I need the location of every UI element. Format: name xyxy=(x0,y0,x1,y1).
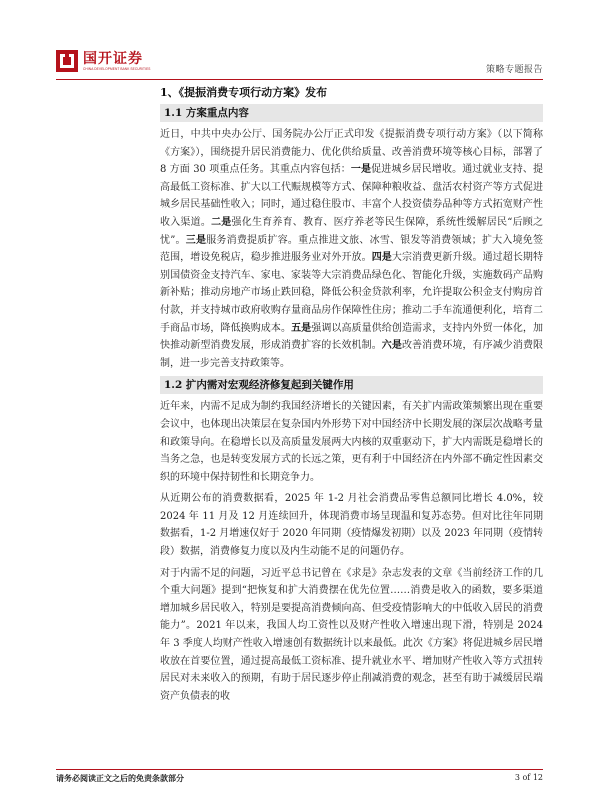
subsection-heading-1-2: 1.2 扩内需对宏观经济修复起到关键作用 xyxy=(160,376,543,394)
bold-enumerator: 五是 xyxy=(291,322,312,334)
paragraph-run: 强化生育养育、教育、医疗养老等民生保障，系统性缓解居民“后顾之忧”。 xyxy=(160,216,544,246)
bold-enumerator: 二是 xyxy=(211,216,232,228)
page-header xyxy=(0,0,595,82)
paragraph-domestic-demand: 近年来，内需不足成为制约我国经济增长的关键因素，有关扩内需政策频繁出现在重要会议中，也体现出决策层在复杂国内外形势下对中国经济中长期发展的深层次战略考量和政策导向。在稳增长以及高质量发展两大内核的双重驱动下，扩大内需既是稳增长的当务之急，也是转变发展方式的长远之策，更有利于中国经济在内外部不确定性因素交织的环境中保持韧性和长期竞争力。 xyxy=(160,401,543,483)
company-logo xyxy=(56,50,151,72)
paragraph-consumption-data: 从近期公布的消费数据看，2025 年 1-2 月社会消费品零售总额同比增长 4.0%，较 2024 年 11 月及 12 月连续回升，体现消费市场呈现温和复苏态势。但对比往年同期数据看，1-2 月增速仅好于 2020 年同期（疫情爆发初期）以及 2023 年同期（疫情转段）数据，消费修复力度以及内生动能不足的问题仍存。 xyxy=(160,493,543,558)
report-type: 策略专题报告 xyxy=(485,65,543,75)
disclaimer-text: 请务必阅读正文之后的免责条款部分 xyxy=(56,773,184,783)
bold-enumerator: 三是 xyxy=(185,234,207,246)
header-divider xyxy=(56,79,543,80)
paragraph-plan-content xyxy=(160,126,543,372)
logo-mark-icon xyxy=(56,50,78,72)
subsection-heading-1-1: 1.1 方案重点内容 xyxy=(160,104,543,122)
logo-subtitle: CHINA DEVELOPMENT BANK SECURITIES xyxy=(83,67,151,71)
paragraph-income-analysis: 对于内需不足的问题，习近平总书记曾在《求是》杂志发表的文章《当前经济工作的几个重大问题》提到“把恢复和扩大消费摆在优先位置……消费是收入的函数，要多渠道增加城乡居民收入，特别是要提高消费倾向高、但受疫情影响大的中低收入居民的消费能力”。2021 年以来，我国人均工资性以及财产性收入增速出现下滑，特别是 2024 年 3 季度人均财产性收入增速创有数据统计以来最低。此次《方案》将促进城乡居民增收放在首要位置，通过提高最低工资标准、提升就业水平、增加财产性收入等方式扭转居民对未来收入的预期，有助于居民逐步停止削减消费的观念，甚至有助于减缓居民端资产负债表的收 xyxy=(160,567,543,702)
section-heading: 1、《提振消费专项行动方案》发布 xyxy=(160,86,328,99)
main-content xyxy=(160,82,543,705)
paragraph-run: 近日，中共中央办公厅、国务院办公厅正式印发《提振消费专项行动方案》（以下简称《方案》），围绕提升居民消费能力、优化供给质量、改善消费环境等核心目标，部署了 8 方面 30 项重点任务。其重点内容包括： xyxy=(160,129,543,176)
paragraph-run: 改善消费环境，有序减少消费限制，进一步完善支持政策等。 xyxy=(160,340,544,369)
bold-enumerator: 四是 xyxy=(371,252,392,264)
paragraph-run: 强调以高质量供给创造需求，支持内外贸一体化，加快推动新型消费发展，形成消费扩容的长效机制。 xyxy=(160,322,544,352)
paragraph-run: 大宗消费更新升级。通过超长期特别国债资金支持汽车、家电、家装等大宗消费品绿色化、智能化升级，实施数码产品购新补贴；推动房地产市场止跌回稳，降低公积金贷款利率，允许提取公积金支付购房首付款，并支持城市政府收购存量商品房作保障性住房；推动二手车流通便利化，培育二手商品市场，降低换购成本。 xyxy=(160,252,544,334)
page-number: 3 of 12 xyxy=(514,773,543,782)
paragraph-run: 促进城乡居民增收。通过就业支持、提高最低工资标准、扩大以工代赈规模等方式、保障种粮收益、盘活农村资产等方式促进城乡居民基础性收入；同时，通过稳住股市、丰富个人投资债券品种等方式拓宽财产性收入渠道。 xyxy=(160,164,544,228)
bold-enumerator: 一是 xyxy=(350,164,372,176)
paragraph-run: 服务消费提质扩容。重点推进文旅、冰雪、银发等消费领域；扩大入境免签范围，增设免税店，稳步推进服务业对外开放。 xyxy=(160,234,544,264)
bold-enumerator: 六是 xyxy=(381,340,402,352)
footer-divider xyxy=(56,769,543,770)
logo-name: 国开证券 xyxy=(83,51,143,67)
page-footer xyxy=(0,760,595,807)
